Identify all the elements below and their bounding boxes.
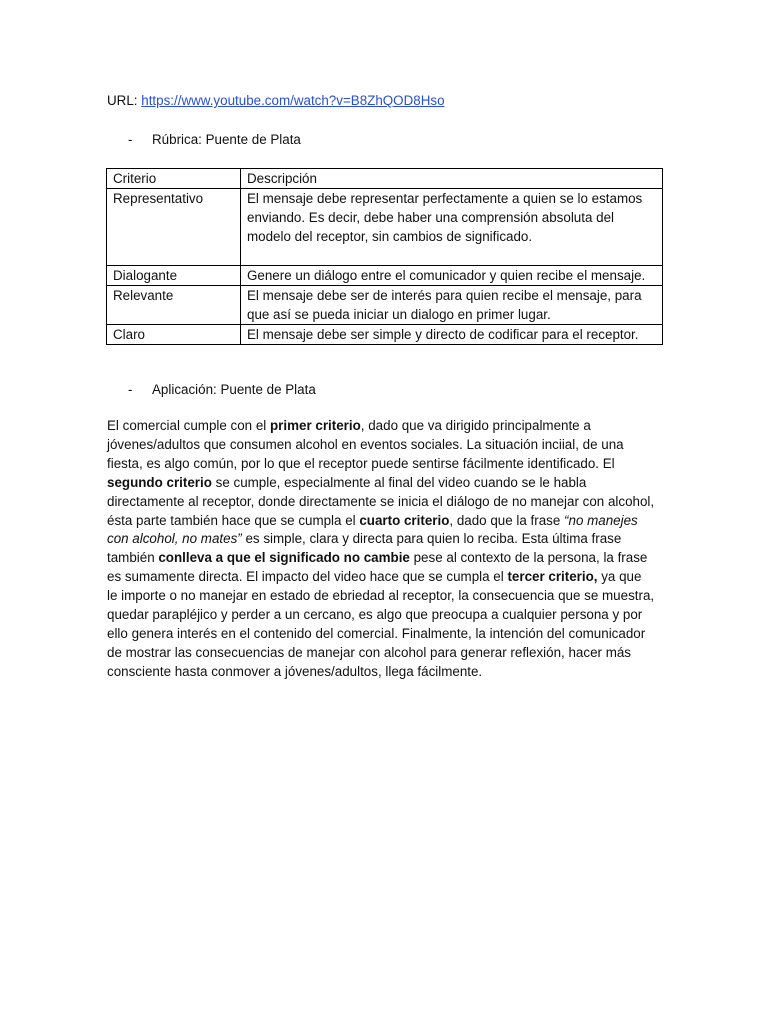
paragraph-text: , dado que va dirigido principalmente a jóvenes/adultos que consumen alcohol en eventos sociales. La situación inciial, de una fiesta, es algo común, por lo que el receptor puede sentirse fácilmente identificado. El [107,418,624,471]
italic-quote: “no manejes con alcohol, no mates” [107,512,638,547]
header-criterio: Criterio [107,169,241,189]
youtube-link[interactable]: https://www.youtube.com/watch?v=B8ZhQOD8Hso [141,93,445,108]
table-header-row [107,169,663,189]
table-row [107,189,663,266]
table-row [107,286,663,325]
header-descripcion: Descripción [241,169,663,189]
criterion-cell: Dialogante [107,266,241,286]
description-cell: El mensaje debe ser de interés para quien recibe el mensaje, para que así se pueda iniciar un dialogo en primer lugar. [241,286,663,325]
description-cell: Genere un diálogo entre el comunicador y quien recibe el mensaje. [241,266,663,286]
criterion-cell: Representativo [107,189,241,266]
rubric-heading: Rúbrica: Puente de Plata [152,132,301,147]
paragraph-text: El comercial cumple con el [107,418,270,433]
rubric-table [106,168,663,345]
paragraph-text: es simple, clara y directa para quien lo reciba. Esta última frase también [107,531,622,566]
paragraph-text: pese al contexto de la persona, la frase es sumamente directa. El impacto del video hace que se cumpla el [107,550,648,585]
bullet-dash: - [128,382,133,397]
bold-segundo-criterio: segundo criterio [107,474,212,490]
application-bullet [128,381,316,399]
bold-primer-criterio: primer criterio [269,418,361,433]
application-heading: Aplicación: Puente de Plata [152,382,316,397]
criterion-cell: Relevante [107,286,241,325]
bold-cuarto-criterio: cuarto criterio [359,512,450,528]
bold-significado: conlleva a que el significado no cambie [158,550,410,566]
description-cell: El mensaje debe representar perfectamente a quien se lo estamos enviando. Es decir, debe haber una comprensión absoluta del modelo del receptor, sin cambios de significado. [241,189,663,266]
analysis-paragraph [107,417,655,682]
table-row [107,266,663,286]
table-row [107,325,663,345]
paragraph-text: se cumple, especialmente al final del video cuando se le habla directamente al receptor, donde directamente se inicia el diálogo de no manejar con alcohol, ésta parte también hace que se cumpla el [107,474,655,528]
bold-tercer-criterio: tercer criterio, [507,569,598,585]
url-line [107,92,445,110]
description-cell: El mensaje debe ser simple y directo de codificar para el receptor. [241,325,663,345]
bullet-dash: - [128,132,133,147]
rubric-bullet [128,131,301,149]
paragraph-text: ya que le importe o no manejar en estado de ebriedad al receptor, la consecuencia que se muestra, quedar parapléjico y perder a un cercano, es algo que preocupa a cualquier persona y por ello genera interés en el contenido del comercial. Finalmente, la intención del comunicador de mostrar las consecuencias de manejar con alcohol para generar reflexión, hacer más consciente hasta conmover a jóvenes/adultos, llega fácilmente. [107,569,655,679]
criterion-cell: Claro [107,325,241,345]
paragraph-text: , dado que la frase [449,512,565,528]
url-label: URL: [107,93,138,108]
